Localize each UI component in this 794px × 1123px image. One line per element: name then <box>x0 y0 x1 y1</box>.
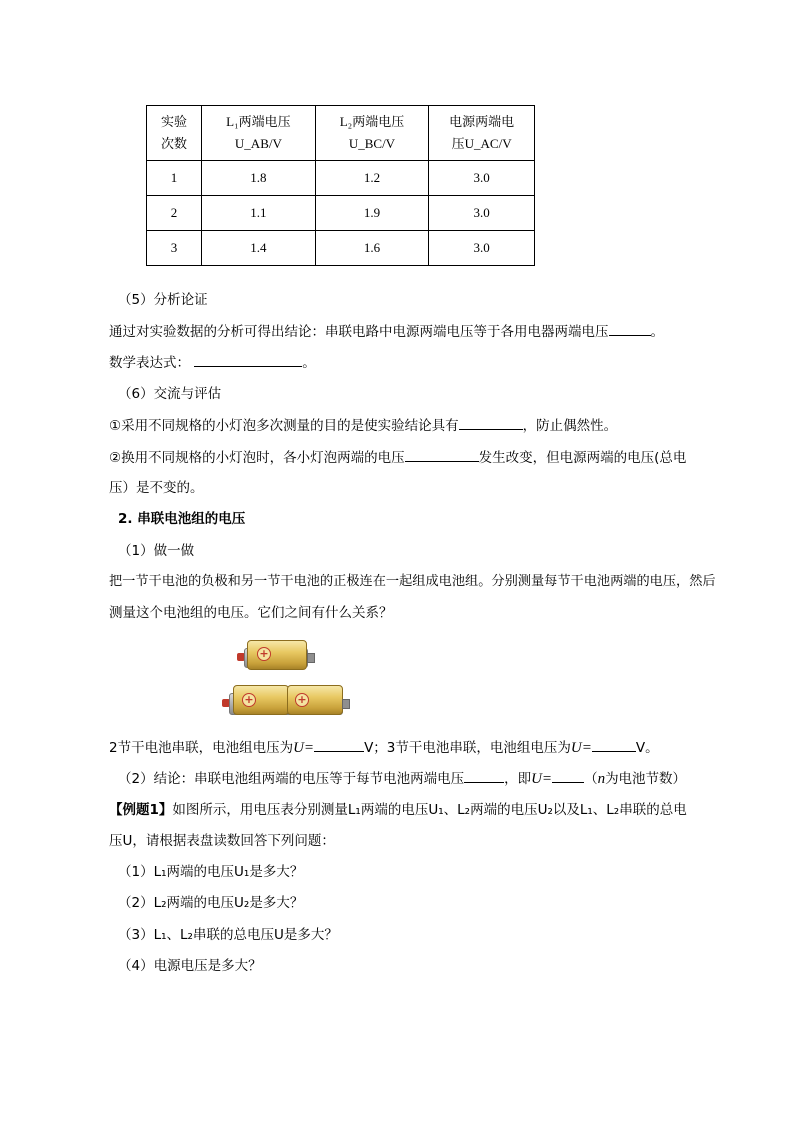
question-4: （4）电源电压是多大？ <box>118 958 262 974</box>
header-cell: L₂两端电压 U_BC/V <box>315 106 429 161</box>
section-1-text: 把一节干电池的负极和另一节干电池的正极连在一起组成电池组。分别测量每节干电池两端的电压，然后 <box>109 574 716 589</box>
section-6-point-2: ②换用不同规格的小灯泡时，各小灯泡两端的电压 发生改变，但电源两端的电压(总电 <box>109 447 686 468</box>
voltage-data-table <box>146 105 535 266</box>
table-cell: 3.0 <box>429 196 535 231</box>
section-1-text-cont: 测量这个电池组的电压。它们之间有什么关系？ <box>109 605 393 621</box>
table-cell: 1 <box>147 161 202 196</box>
battery-positive-terminal <box>307 653 315 663</box>
header-cell: 实验 次数 <box>147 106 202 161</box>
two-battery-illustration <box>219 681 354 725</box>
section-6-point-2-cont: 压）是不变的。 <box>109 480 204 496</box>
table-cell: 1.1 <box>202 196 316 231</box>
question-1: （1）L₁两端的电压U₁是多大？ <box>118 864 304 880</box>
section-5-conclusion: 通过对实验数据的分析可得出结论：串联电路中电源两端电压等于各用电器两端电压 。 <box>109 321 664 342</box>
answer-blank <box>592 737 636 752</box>
plus-icon: + <box>257 647 271 661</box>
section-1-result: 2节干电池串联，电池组电压为U= V；3节干电池串联，电池组电压为U= V。 <box>109 737 659 758</box>
header-cell: 电源两端电 压U_AC/V <box>429 106 535 161</box>
header-cell: L₁两端电压 U_AB/V <box>202 106 316 161</box>
example-label: 【例题1】 <box>109 802 173 818</box>
example-1-text-cont: 压U，请根据表盘读数回答下列问题： <box>109 833 335 849</box>
table-cell: 3.0 <box>429 161 535 196</box>
answer-blank <box>194 352 302 367</box>
section-6-point-1: ①采用不同规格的小灯泡多次测量的目的是使实验结论具有 ，防止偶然性。 <box>109 415 617 436</box>
table-cell: 2 <box>147 196 202 231</box>
battery-cell <box>247 640 307 670</box>
battery-positive-terminal <box>342 699 350 709</box>
section-5-formula: 数学表达式： 。 <box>109 352 316 373</box>
table-cell: 3 <box>147 231 202 266</box>
table-header-row <box>147 106 535 161</box>
section-heading-battery-voltage: 2. 串联电池组的电压 <box>118 511 246 527</box>
answer-blank <box>459 415 523 430</box>
section-2-conclusion: （2）结论：串联电池组两端的电压等于每节电池两端电压 ，即U= （n为电池节数） <box>118 768 686 789</box>
answer-blank <box>464 768 504 783</box>
table-cell: 3.0 <box>429 231 535 266</box>
answer-blank <box>609 321 651 336</box>
table-row <box>147 196 535 231</box>
question-2: （2）L₂两端的电压U₂是多大？ <box>118 895 304 911</box>
plus-icon: + <box>295 693 309 707</box>
example-1-text: 【例题1】如图所示，用电压表分别测量L₁两端的电压U₁、L₂两端的电压U₂以及L₁、L₂串联的总电 <box>109 802 687 818</box>
table-row <box>147 231 535 266</box>
single-battery-illustration <box>235 637 320 677</box>
table-cell: 1.9 <box>315 196 429 231</box>
section-5-title: （5）分析论证 <box>118 292 208 308</box>
plus-icon: + <box>242 693 256 707</box>
answer-blank <box>405 447 479 462</box>
question-3: （3）L₁、L₂串联的总电压U是多大？ <box>118 927 338 943</box>
answer-blank <box>314 737 364 752</box>
section-6-title: （6）交流与评估 <box>118 386 222 402</box>
table-cell: 1.8 <box>202 161 316 196</box>
section-1-title: （1）做一做 <box>118 543 195 559</box>
table-cell: 1.2 <box>315 161 429 196</box>
answer-blank <box>552 768 584 783</box>
table-row <box>147 161 535 196</box>
table-cell: 1.4 <box>202 231 316 266</box>
table-cell: 1.6 <box>315 231 429 266</box>
